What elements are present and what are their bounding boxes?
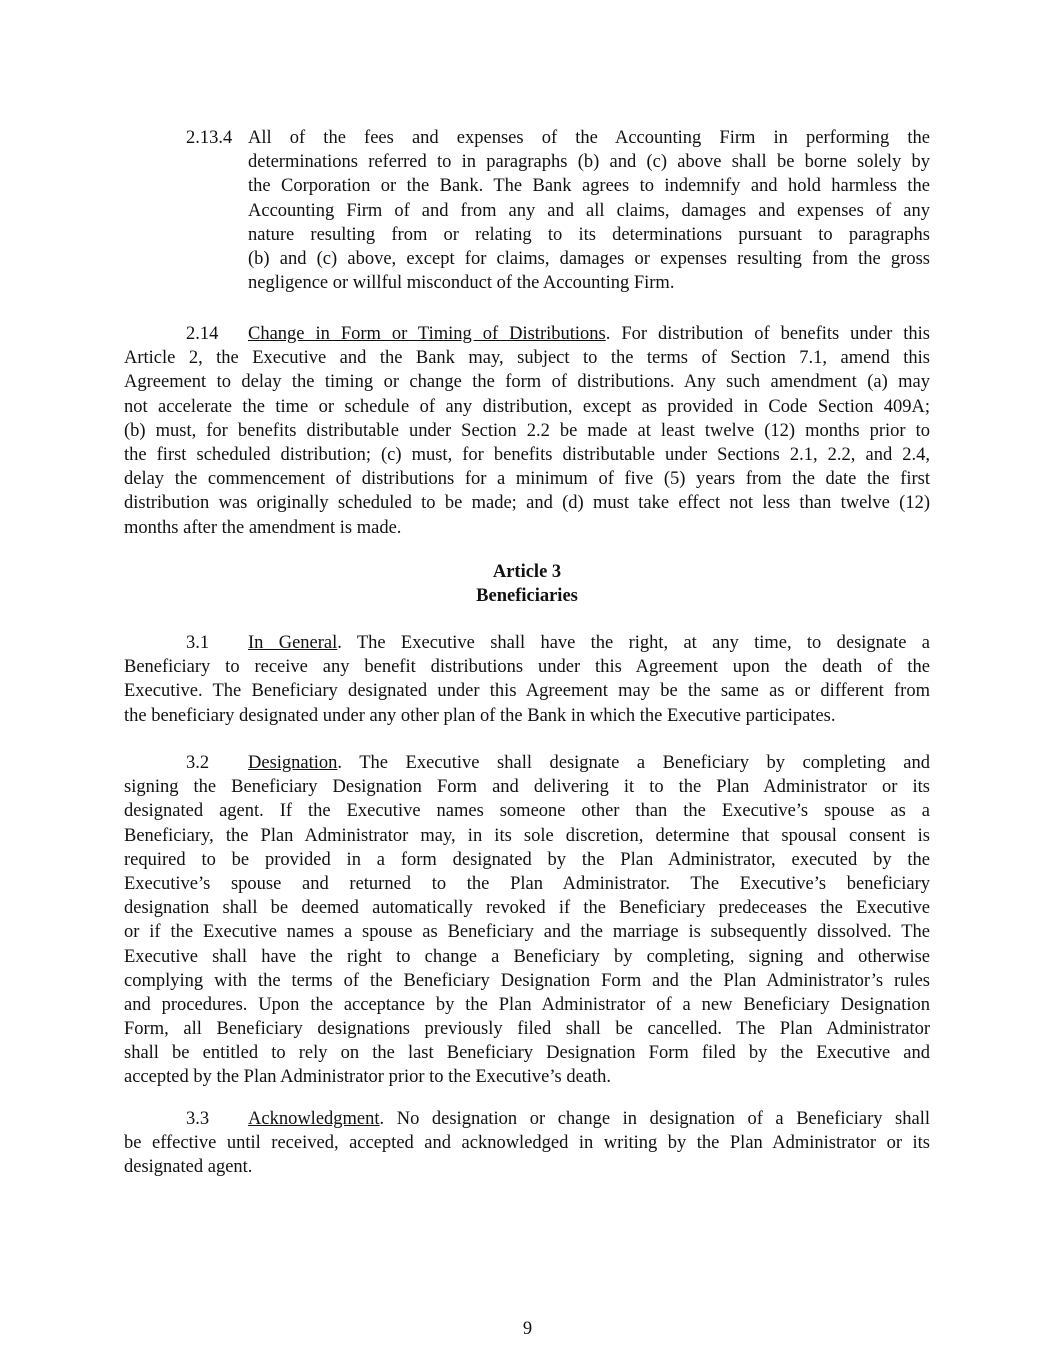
paragraph-line: the first scheduled distribution; (c) must, for benefits distributable under Sections 2.1, 2.2, and 2.4, [124, 444, 930, 465]
paragraph-line: Agreement to delay the timing or change the form of distributions. Any such amendment (a) may [124, 372, 930, 393]
paragraph-line: and procedures. Upon the acceptance by the Plan Administrator of a new Beneficiary Designation [124, 994, 930, 1015]
paragraph-line: Executive. The Beneficiary designated under this Agreement may be the same as or different from [124, 681, 930, 702]
paragraph-line: signing the Beneficiary Designation Form and delivering it to the Plan Administrator or its [124, 777, 930, 798]
paragraph-3-3 [124, 1107, 930, 1180]
paragraph-line: negligence or willful misconduct of the Accounting Firm. [248, 273, 675, 294]
paragraph-line: (b) must, for benefits distributable under Section 2.2 be made at least twelve (12) months prior to [124, 420, 930, 441]
line-text: All of the fees and expenses of the Accounting Firm in performing the [248, 128, 930, 148]
paragraph-line: Article 2, the Executive and the Bank may, subject to the terms of Section 7.1, amend this [124, 348, 930, 369]
paragraph-line: Form, all Beneficiary designations previously filed shall be cancelled. The Plan Administrator [124, 1019, 930, 1040]
paragraph-line: designation shall be deemed automatically revoked if the Beneficiary predeceases the Executive [124, 898, 930, 919]
paragraph-line: distribution was originally scheduled to be made; and (d) must take effect not less than twelve (12) [124, 493, 930, 514]
section-heading: In General [248, 633, 338, 653]
paragraph-line: Executive’s spouse and returned to the Plan Administrator. The Executive’s beneficiary [124, 873, 930, 894]
section-number: 2.14 [186, 324, 219, 344]
paragraph-first-line [124, 1107, 930, 1131]
paragraph-line: Accounting Firm of and from any and all claims, damages and expenses of any [248, 200, 930, 221]
section-heading: Designation [248, 753, 338, 773]
paragraph-line: (b) and (c) above, except for claims, damages or expenses resulting from the gross [248, 248, 930, 269]
line-text: . The Executive shall have the right, at any time, to designate a [337, 633, 930, 653]
paragraph-3-2 [124, 751, 930, 1090]
paragraph-line: Beneficiary, the Plan Administrator may, in its sole discretion, determine that spousal consent is [124, 825, 930, 846]
paragraph-line: shall be entitled to rely on the last Beneficiary Designation Form filed by the Executive and [124, 1043, 930, 1064]
paragraph-line: nature resulting from or relating to its determinations pursuant to paragraphs [248, 224, 930, 245]
paragraph-line: accepted by the Plan Administrator prior to the Executive’s death. [124, 1067, 612, 1088]
paragraph-2-14 [124, 322, 930, 540]
line-text: . No designation or change in designation of a Beneficiary shall [379, 1109, 930, 1129]
paragraph-line: the Corporation or the Bank. The Bank agrees to indemnify and hold harmless the [248, 176, 930, 197]
paragraph-line: designated agent. If the Executive names someone other than the Executive’s spouse as a [124, 801, 930, 822]
section-number: 2.13.4 [186, 128, 233, 148]
paragraph-line: not accelerate the time or schedule of any distribution, except as provided in Code Section 409A; [124, 396, 930, 417]
paragraph-first-line [124, 751, 930, 775]
paragraph-3-1 [124, 631, 930, 728]
paragraph-line: Beneficiary to receive any benefit distributions under this Agreement upon the death of the [124, 657, 930, 678]
section-heading: Change in Form or Timing of Distributions [248, 324, 606, 344]
paragraph-2-13-4 [124, 126, 930, 295]
paragraph-first-line [124, 322, 930, 346]
paragraph-line: months after the amendment is made. [124, 517, 402, 538]
section-number: 3.1 [186, 633, 210, 653]
paragraph-first-line [124, 126, 930, 150]
article-subtitle: Beneficiaries [476, 586, 578, 606]
paragraph-line: the beneficiary designated under any other plan of the Bank in which the Executive participates. [124, 705, 836, 726]
paragraph-line: be effective until received, accepted and acknowledged in writing by the Plan Administrator or its [124, 1133, 930, 1154]
page-number: 9 [522, 1319, 533, 1339]
paragraph-line: required to be provided in a form designated by the Plan Administrator, executed by the [124, 849, 930, 870]
paragraph-line: Executive shall have the right to change a Beneficiary by completing, signing and otherwise [124, 946, 930, 967]
section-heading: Acknowledgment [248, 1109, 380, 1129]
paragraph-line: or if the Executive names a spouse as Beneficiary and the marriage is subsequently dissolved. The [124, 922, 930, 943]
section-number: 3.3 [186, 1109, 210, 1129]
paragraph-line: delay the commencement of distributions for a minimum of five (5) years from the date the first [124, 469, 930, 490]
section-number: 3.2 [186, 753, 210, 773]
paragraph-line: determinations referred to in paragraphs (b) and (c) above shall be borne solely by [248, 152, 930, 173]
line-text: . For distribution of benefits under this [605, 324, 930, 344]
line-text: . The Executive shall designate a Beneficiary by completing and [337, 753, 930, 773]
article-title: Article 3 [492, 562, 562, 582]
paragraph-line: complying with the terms of the Beneficiary Designation Form and the Plan Administrator’s rules [124, 970, 930, 991]
paragraph-first-line [124, 631, 930, 655]
paragraph-line: designated agent. [124, 1157, 253, 1178]
